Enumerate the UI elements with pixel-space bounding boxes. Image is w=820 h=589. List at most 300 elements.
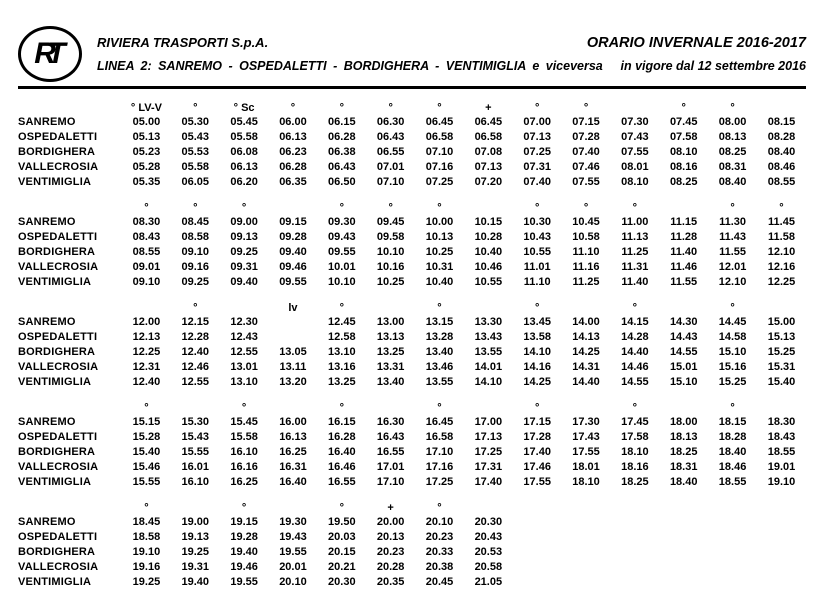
column-symbol: ° xyxy=(437,102,442,114)
timetable-block-3 xyxy=(18,300,806,389)
column-symbol: ° xyxy=(437,402,442,414)
departure-time: 12.25 xyxy=(132,345,161,358)
timetable-row xyxy=(18,529,806,544)
departure-time: 20.45 xyxy=(425,575,454,588)
departure-time: 12.30 xyxy=(230,315,258,328)
departure-time: 19.10 xyxy=(767,475,796,488)
empty-cell xyxy=(757,529,806,544)
station-name: VENTIMIGLIA xyxy=(18,175,92,188)
column-symbol: ° xyxy=(241,202,247,214)
departure-time: 16.10 xyxy=(230,445,258,458)
departure-time: 18.55 xyxy=(767,445,796,458)
departure-time: 18.10 xyxy=(621,445,649,458)
departure-time: 07.58 xyxy=(669,130,698,143)
departure-time: 06.20 xyxy=(230,175,258,188)
departure-time: 05.30 xyxy=(181,115,210,128)
departure-time: 09.01 xyxy=(132,260,161,273)
departure-time: 15.10 xyxy=(718,345,747,358)
empty-cell xyxy=(757,300,806,314)
departure-time: 20.30 xyxy=(474,515,503,528)
column-symbol: ° xyxy=(437,302,442,314)
departure-time: 07.45 xyxy=(669,115,698,128)
empty-cell xyxy=(220,300,269,314)
departure-time: 08.25 xyxy=(718,145,747,158)
departure-time: 07.13 xyxy=(474,160,503,173)
departure-time: 11.25 xyxy=(572,275,600,288)
column-symbol: ° xyxy=(241,502,247,514)
timetable-block-4 xyxy=(18,400,806,489)
departure-time: 14.10 xyxy=(474,375,503,388)
departure-time: 05.35 xyxy=(132,175,161,188)
station-name: SANREMO xyxy=(18,215,76,228)
empty-cell xyxy=(513,514,562,529)
empty-cell xyxy=(610,514,659,529)
timetable-row xyxy=(18,159,806,174)
departure-time: 19.15 xyxy=(230,515,258,528)
departure-time: 06.15 xyxy=(328,115,356,128)
departure-time: 08.28 xyxy=(767,130,796,143)
departure-time: 08.30 xyxy=(132,215,161,228)
departure-time: 19.46 xyxy=(230,560,258,573)
column-symbol: ° xyxy=(437,502,442,514)
departure-time: 19.40 xyxy=(181,575,210,588)
column-symbol: ° xyxy=(193,302,198,314)
departure-time: 14.45 xyxy=(718,315,747,328)
departure-time: 19.00 xyxy=(181,515,210,528)
column-symbol: ° xyxy=(388,202,393,214)
departure-time: 19.40 xyxy=(230,545,258,558)
empty-cell xyxy=(562,559,611,574)
departure-time: 18.25 xyxy=(669,445,698,458)
departure-time: 13.25 xyxy=(376,345,405,358)
station-name: BORDIGHERA xyxy=(18,445,96,458)
departure-time: 13.10 xyxy=(328,345,356,358)
symbol-row xyxy=(18,100,806,114)
departure-time: 17.55 xyxy=(523,475,551,488)
column-symbol: ° xyxy=(144,502,149,514)
departure-time: 16.28 xyxy=(328,430,356,443)
departure-time: 15.10 xyxy=(669,375,698,388)
departure-time: 16.55 xyxy=(376,445,405,458)
symbol-row xyxy=(18,200,806,214)
timetable-row xyxy=(18,314,806,329)
departure-time: 12.10 xyxy=(767,245,796,258)
departure-time: 13.10 xyxy=(230,375,258,388)
column-symbol: ° LV-V xyxy=(130,102,162,114)
departure-time: 07.15 xyxy=(572,115,600,128)
departure-time: 08.15 xyxy=(767,115,796,128)
symbol-row-spacer xyxy=(18,400,122,414)
empty-cell xyxy=(269,329,318,344)
departure-time: 10.43 xyxy=(523,230,551,243)
departure-time: 09.16 xyxy=(181,260,210,273)
timetable-block-2 xyxy=(18,200,806,289)
departure-time: 09.58 xyxy=(376,230,405,243)
departure-time: 10.45 xyxy=(572,215,600,228)
departure-time: 08.16 xyxy=(669,160,698,173)
departure-time: 10.00 xyxy=(425,215,454,228)
departure-time: 09.10 xyxy=(132,275,161,288)
rt-logo-icon xyxy=(18,26,82,82)
empty-cell xyxy=(269,500,318,514)
departure-time: 07.13 xyxy=(523,130,551,143)
departure-time: 11.58 xyxy=(768,230,795,243)
departure-time: 18.01 xyxy=(572,460,600,473)
departure-time: 11.40 xyxy=(670,245,698,258)
empty-cell xyxy=(659,200,708,214)
header-divider xyxy=(18,86,806,89)
empty-cell xyxy=(269,314,318,329)
departure-time: 07.25 xyxy=(425,175,454,188)
column-symbol: ° xyxy=(583,102,589,114)
station-name: BORDIGHERA xyxy=(18,545,96,558)
column-symbol: ° xyxy=(632,302,638,314)
empty-cell xyxy=(757,544,806,559)
empty-cell xyxy=(757,400,806,414)
departure-time: 09.25 xyxy=(230,245,258,258)
departure-time: 18.55 xyxy=(718,475,747,488)
empty-cell xyxy=(659,514,708,529)
column-symbol: ° xyxy=(534,202,540,214)
empty-cell xyxy=(659,500,708,514)
empty-cell xyxy=(708,559,757,574)
departure-time: 14.30 xyxy=(669,315,698,328)
empty-cell xyxy=(659,559,708,574)
departure-time: 06.00 xyxy=(279,115,307,128)
departure-time: 20.38 xyxy=(425,560,454,573)
departure-time: 19.31 xyxy=(181,560,210,573)
departure-time: 07.20 xyxy=(474,175,503,188)
departure-time: 15.31 xyxy=(767,360,796,373)
departure-time: 20.33 xyxy=(425,545,454,558)
departure-time: 09.28 xyxy=(279,230,307,243)
departure-time: 17.55 xyxy=(572,445,600,458)
departure-time: 06.35 xyxy=(279,175,307,188)
departure-time: 09.10 xyxy=(181,245,210,258)
empty-cell xyxy=(708,514,757,529)
departure-time: 06.55 xyxy=(376,145,405,158)
empty-cell xyxy=(659,300,708,314)
timetable-row xyxy=(18,514,806,529)
departure-time: 09.25 xyxy=(181,275,210,288)
departure-time: 10.30 xyxy=(523,215,551,228)
departure-time: 16.16 xyxy=(230,460,258,473)
departure-time: 08.10 xyxy=(621,175,649,188)
departure-time: 13.20 xyxy=(279,375,307,388)
departure-time: 05.58 xyxy=(230,130,258,143)
departure-time: 08.13 xyxy=(718,130,747,143)
departure-time: 10.25 xyxy=(425,245,454,258)
station-name: OSPEDALETTI xyxy=(18,430,98,443)
departure-time: 08.01 xyxy=(621,160,649,173)
departure-time: 09.00 xyxy=(230,215,258,228)
departure-time: 15.55 xyxy=(181,445,210,458)
column-symbol: ° xyxy=(241,402,247,414)
timetable-row xyxy=(18,274,806,289)
departure-time: 14.00 xyxy=(572,315,600,328)
departure-time: 13.00 xyxy=(376,315,405,328)
departure-time: 16.55 xyxy=(328,475,356,488)
station-name: VALLECROSIA xyxy=(18,160,99,173)
empty-cell xyxy=(610,529,659,544)
departure-time: 06.45 xyxy=(425,115,454,128)
timetable-row xyxy=(18,244,806,259)
column-symbol: lv xyxy=(288,302,298,314)
departure-time: 05.13 xyxy=(132,130,161,143)
departure-time: 11.46 xyxy=(670,260,698,273)
departure-time: 12.58 xyxy=(328,330,356,343)
empty-cell xyxy=(562,400,611,414)
departure-time: 16.43 xyxy=(376,430,405,443)
departure-time: 14.25 xyxy=(523,375,551,388)
departure-time: 20.13 xyxy=(376,530,405,543)
departure-time: 18.13 xyxy=(669,430,698,443)
column-symbol: ° xyxy=(730,402,735,414)
line-title: LINEA 2: SANREMO - OSPEDALETTI - BORDIGHERA - VENTIMIGLIA e viceversa xyxy=(97,59,603,73)
departure-time: 13.16 xyxy=(328,360,356,373)
departure-time: 10.10 xyxy=(376,245,405,258)
departure-time: 19.01 xyxy=(767,460,796,473)
departure-time: 17.28 xyxy=(523,430,551,443)
departure-time: 13.28 xyxy=(425,330,454,343)
departure-time: 18.16 xyxy=(621,460,649,473)
departure-time: 12.15 xyxy=(181,315,210,328)
departure-time: 06.05 xyxy=(181,175,210,188)
departure-time: 17.40 xyxy=(523,445,551,458)
departure-time: 17.10 xyxy=(376,475,405,488)
departure-time: 10.55 xyxy=(474,275,503,288)
departure-time: 13.05 xyxy=(279,345,307,358)
station-name: BORDIGHERA xyxy=(18,345,96,358)
departure-time: 06.30 xyxy=(376,115,405,128)
departure-time: 17.13 xyxy=(474,430,503,443)
departure-time: 06.08 xyxy=(230,145,258,158)
departure-time: 12.55 xyxy=(230,345,258,358)
departure-time: 08.00 xyxy=(718,115,747,128)
column-symbol: ° xyxy=(193,202,198,214)
departure-time: 10.25 xyxy=(376,275,405,288)
departure-time: 16.00 xyxy=(279,415,307,428)
departure-time: 17.10 xyxy=(425,445,454,458)
departure-time: 16.46 xyxy=(328,460,356,473)
timetable-row xyxy=(18,444,806,459)
departure-time: 13.45 xyxy=(523,315,551,328)
validity-note: in vigore dal 12 settembre 2016 xyxy=(620,59,806,73)
timetable-row xyxy=(18,114,806,129)
departure-time: 06.58 xyxy=(474,130,503,143)
departure-time: 19.25 xyxy=(132,575,161,588)
empty-cell xyxy=(171,400,220,414)
empty-cell xyxy=(757,574,806,589)
column-symbol: + xyxy=(387,502,394,514)
departure-time: 06.58 xyxy=(425,130,454,143)
timetable-row xyxy=(18,144,806,159)
timetable-block-5 xyxy=(18,500,806,589)
departure-time: 15.45 xyxy=(230,415,258,428)
departure-time: 06.28 xyxy=(279,160,307,173)
empty-cell xyxy=(708,500,757,514)
departure-time: 12.55 xyxy=(181,375,210,388)
departure-time: 07.55 xyxy=(621,145,649,158)
departure-time: 13.31 xyxy=(376,360,405,373)
departure-time: 12.45 xyxy=(328,315,356,328)
departure-time: 16.13 xyxy=(279,430,307,443)
departure-time: 14.40 xyxy=(572,375,600,388)
departure-time: 17.15 xyxy=(523,415,551,428)
departure-time: 12.28 xyxy=(181,330,210,343)
departure-time: 06.28 xyxy=(328,130,356,143)
departure-time: 09.40 xyxy=(279,245,307,258)
column-symbol: ° xyxy=(339,502,344,514)
header-text xyxy=(97,26,806,78)
timetable-row xyxy=(18,574,806,589)
empty-cell xyxy=(659,574,708,589)
departure-time: 13.13 xyxy=(376,330,405,343)
departure-time: 10.16 xyxy=(376,260,405,273)
departure-time: 07.55 xyxy=(572,175,600,188)
season-title: ORARIO INVERNALE 2016-2017 xyxy=(586,35,806,51)
column-symbol: ° xyxy=(779,202,784,214)
departure-time: 07.25 xyxy=(523,145,551,158)
departure-time: 12.31 xyxy=(132,360,161,373)
empty-cell xyxy=(464,300,513,314)
timetable-row xyxy=(18,229,806,244)
departure-time: 15.40 xyxy=(767,375,796,388)
departure-time: 07.28 xyxy=(572,130,600,143)
departure-time: 14.25 xyxy=(572,345,600,358)
departure-time: 08.40 xyxy=(718,175,747,188)
departure-time: 08.31 xyxy=(718,160,747,173)
column-symbol: ° xyxy=(534,102,540,114)
station-name: BORDIGHERA xyxy=(18,245,96,258)
departure-time: 17.58 xyxy=(621,430,649,443)
rt-logo-text: RT xyxy=(34,37,58,70)
departure-time: 13.43 xyxy=(474,330,503,343)
departure-time: 19.13 xyxy=(181,530,210,543)
departure-time: 12.13 xyxy=(132,330,161,343)
departure-time: 09.46 xyxy=(279,260,307,273)
departure-time: 20.28 xyxy=(376,560,405,573)
departure-time: 10.13 xyxy=(425,230,454,243)
departure-time: 06.13 xyxy=(230,160,258,173)
departure-time: 12.46 xyxy=(181,360,210,373)
departure-time: 07.10 xyxy=(376,175,405,188)
departure-time: 20.10 xyxy=(279,575,307,588)
timetable-block-1 xyxy=(18,100,806,189)
station-name: VALLECROSIA xyxy=(18,260,99,273)
departure-time: 11.45 xyxy=(768,215,795,228)
empty-cell xyxy=(122,300,171,314)
empty-cell xyxy=(464,200,513,214)
departure-time: 20.00 xyxy=(376,515,405,528)
departure-time: 18.45 xyxy=(132,515,161,528)
empty-cell xyxy=(659,400,708,414)
empty-cell xyxy=(269,400,318,414)
empty-cell xyxy=(513,529,562,544)
departure-time: 11.30 xyxy=(719,215,746,228)
departure-time: 17.25 xyxy=(474,445,503,458)
departure-time: 15.28 xyxy=(132,430,161,443)
empty-cell xyxy=(269,200,318,214)
departure-time: 13.55 xyxy=(425,375,454,388)
empty-cell xyxy=(513,544,562,559)
departure-time: 15.55 xyxy=(132,475,161,488)
departure-time: 07.40 xyxy=(523,175,551,188)
departure-time: 18.10 xyxy=(572,475,600,488)
departure-time: 11.10 xyxy=(523,275,551,288)
departure-time: 08.40 xyxy=(767,145,796,158)
departure-time: 07.01 xyxy=(376,160,405,173)
departure-time: 12.16 xyxy=(767,260,796,273)
symbol-row xyxy=(18,300,806,314)
departure-time: 08.55 xyxy=(132,245,161,258)
station-name: VENTIMIGLIA xyxy=(18,375,92,388)
symbol-row-spacer xyxy=(18,300,122,314)
station-name: OSPEDALETTI xyxy=(18,230,98,243)
departure-time: 15.30 xyxy=(181,415,210,428)
departure-time: 19.55 xyxy=(279,545,307,558)
departure-time: 17.01 xyxy=(376,460,405,473)
departure-time: 07.08 xyxy=(474,145,503,158)
empty-cell xyxy=(513,574,562,589)
departure-time: 09.31 xyxy=(230,260,258,273)
departure-time: 15.00 xyxy=(767,315,796,328)
empty-cell xyxy=(513,559,562,574)
departure-time: 05.28 xyxy=(132,160,161,173)
empty-cell xyxy=(562,514,611,529)
empty-cell xyxy=(708,529,757,544)
departure-time: 14.46 xyxy=(621,360,649,373)
departure-time: 06.50 xyxy=(328,175,356,188)
empty-cell xyxy=(659,529,708,544)
departure-time: 08.43 xyxy=(132,230,161,243)
empty-cell xyxy=(464,500,513,514)
departure-time: 13.11 xyxy=(279,360,307,373)
header-row-2 xyxy=(97,55,806,78)
departure-time: 17.25 xyxy=(425,475,454,488)
departure-time: 05.23 xyxy=(132,145,161,158)
departure-time: 12.00 xyxy=(132,315,161,328)
departure-time: 13.55 xyxy=(474,345,503,358)
departure-time: 18.31 xyxy=(669,460,698,473)
empty-cell xyxy=(562,500,611,514)
departure-time: 10.55 xyxy=(523,245,551,258)
departure-time: 13.40 xyxy=(376,375,405,388)
departure-time: 07.30 xyxy=(621,115,649,128)
station-name: SANREMO xyxy=(18,515,76,528)
departure-time: 20.10 xyxy=(425,515,454,528)
departure-time: 10.31 xyxy=(425,260,454,273)
departure-time: 06.38 xyxy=(328,145,356,158)
departure-time: 20.03 xyxy=(328,530,356,543)
departure-time: 09.30 xyxy=(328,215,356,228)
timetable-row xyxy=(18,544,806,559)
departure-time: 09.40 xyxy=(230,275,258,288)
departure-time: 20.35 xyxy=(376,575,405,588)
departure-time: 15.25 xyxy=(718,375,747,388)
departure-time: 12.43 xyxy=(230,330,258,343)
station-name: VENTIMIGLIA xyxy=(18,575,92,588)
departure-time: 16.40 xyxy=(328,445,356,458)
departure-time: 19.50 xyxy=(328,515,356,528)
station-name: VENTIMIGLIA xyxy=(18,475,92,488)
empty-cell xyxy=(513,500,562,514)
departure-time: 12.25 xyxy=(767,275,796,288)
departure-time: 07.16 xyxy=(425,160,454,173)
departure-time: 16.10 xyxy=(181,475,210,488)
departure-time: 11.55 xyxy=(670,275,698,288)
departure-time: 11.43 xyxy=(719,230,746,243)
